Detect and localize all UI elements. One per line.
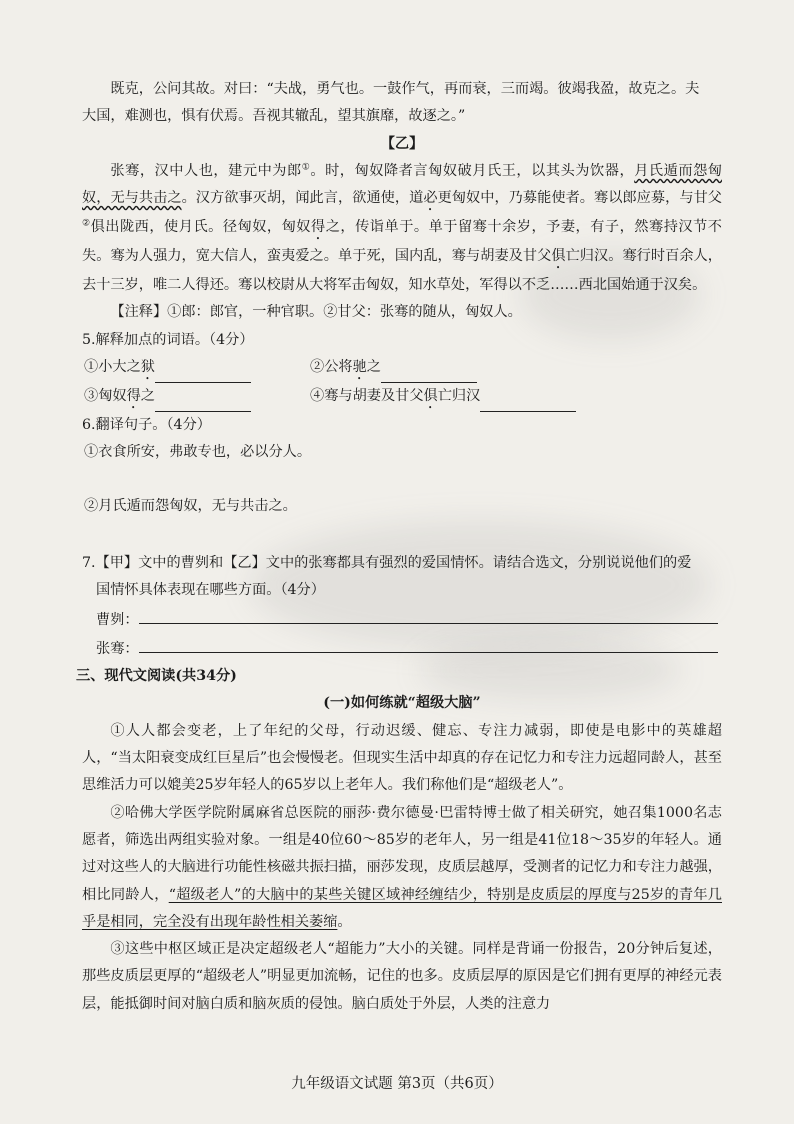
- article-text: ②哈佛大学医学院附属麻省总医院的丽莎·费尔德曼·巴雷特博士做了相关研究，她召集1000名志愿者，筛选出两组实验对象。一组是40位60～85岁的老年人，另一组是41位18～35岁的年轻人。通过对这些人的大脑进行功能性核磁共振扫描，丽莎发现，皮质层越厚，受测者的记忆力和专注力越强，相比同龄人，: [82, 804, 722, 903]
- q5-item-1: [84, 354, 310, 383]
- q7-answer-line-zhang[interactable]: [139, 634, 718, 653]
- q7-answer-line-cao[interactable]: [139, 605, 718, 624]
- q6-sentence-1: ①衣食所安，弗敢专也，必以分人。: [84, 444, 312, 461]
- q5-answer-blank-2[interactable]: [381, 366, 477, 383]
- dotted-word: 俱: [423, 388, 438, 405]
- yi-heading: 【乙】: [380, 135, 424, 152]
- page-content: [76, 76, 722, 1018]
- q6-title: 6.翻译句子。（4分）: [82, 417, 211, 434]
- jia-text-line-1: 既克，公问其故。对曰：“夫战，勇气也。一鼓作气，再而衰，三而竭。彼竭我盈，故克之。夫: [110, 81, 700, 97]
- article-paragraph-2: [82, 800, 722, 936]
- q7-question-line-2: 国情怀具体表现在哪些方面。（4分）: [96, 582, 325, 599]
- yi-text: 更匈奴中，乃募能使者。骞以郎应募，与甘父: [437, 190, 722, 207]
- q5-item-4: [310, 383, 600, 412]
- q7-question-line-1: 7.【甲】文中的曹刿和【乙】文中的张骞都具有强烈的爱国情怀。请结合选文，分别说说他们的爱: [82, 554, 692, 571]
- q6-sentence-2: ②月氏遁而怨匈奴，无与共击之。: [84, 497, 297, 514]
- q5-item-text: 亡归汉: [437, 388, 481, 405]
- q5-item-text: ③匈奴: [84, 388, 127, 405]
- jia-text-line-2: 大国，难测也，惧有伏焉。吾视其辙乱，望其旗靡，故逐之。”: [82, 108, 466, 125]
- dotted-word: 俱: [551, 248, 566, 265]
- note-marker-1: ①: [301, 162, 311, 173]
- dotted-word: 得: [126, 388, 141, 405]
- yi-text: 。时，匈奴降者言匈奴破月氏王，以其头为饮器，: [310, 162, 635, 179]
- q5-item-text: ①小大之: [84, 359, 141, 376]
- yi-passage: [82, 158, 722, 300]
- q5-item-text: 之: [140, 388, 155, 405]
- yi-text: 张骞，汉中人也，建元中为郎: [110, 162, 302, 179]
- dotted-word: 必: [423, 190, 438, 207]
- q5-items: [82, 354, 722, 412]
- yi-annotation: 【注释】①郎：郎官，一种官职。②甘父：张骞的随从，匈奴人。: [110, 304, 522, 321]
- q5-title: 5.解释加点的词语。（4分）: [82, 331, 254, 348]
- q7-answer-cao: [82, 605, 722, 634]
- section-3-title: 三、现代文阅读(共34分): [76, 668, 237, 685]
- q5-item-3: [84, 383, 310, 412]
- article-title: (一)如何练就“超级大脑”: [323, 695, 481, 712]
- q5-answer-blank-4[interactable]: [480, 395, 576, 412]
- dotted-word: 狱: [140, 359, 155, 376]
- yi-text: 俱出陇西，使月氏。径匈奴，匈奴: [90, 219, 312, 236]
- q7-label-zhang: 张骞：: [96, 640, 139, 657]
- article-text: 。: [337, 913, 352, 930]
- yi-text: 之，传诣单于。单于留骞十余岁，予妻，有子，然骞持汉节不失。骞为人强力，宽大信人，蛮夷爱之。单于死，国内乱，骞与胡妻及甘父: [82, 219, 722, 265]
- article-underlined-sentence: “超级老人”的大脑中的某些关键区域神经缠结少，特别是皮质层的厚度与25岁的青年几乎是相同，完全没有出现年龄性相关萎缩: [82, 886, 722, 930]
- q7-answer-zhang: [82, 634, 722, 663]
- yi-text: 。汉方欲事灭胡，闻此言，欲通使，道: [181, 190, 424, 207]
- dotted-word: 驰: [352, 359, 367, 376]
- q6-answer-space-2[interactable]: [82, 520, 722, 550]
- q5-item-text: ②公将: [310, 359, 353, 376]
- note-marker-2: ②: [82, 218, 91, 229]
- article-paragraph-3: ③这些中枢区域正是决定超级老人“超能力”大小的关键。同样是背诵一份报告，20分钟后复述，那些皮质层更厚的“超级老人”明显更加流畅，记住的也多。皮质层厚的原因是它们拥有更厚的神经元表层，能抵御时间对脑白质和脑灰质的侵蚀。脑白质处于外层，人类的注意力: [82, 941, 722, 1012]
- q6-answer-space-1[interactable]: [82, 467, 722, 493]
- q5-answer-blank-3[interactable]: [155, 395, 251, 412]
- page-footer: 九年级语文试题 第3页（共6页）: [291, 1076, 503, 1092]
- q5-answer-blank-1[interactable]: [155, 366, 251, 383]
- q5-item-text: 之: [366, 359, 381, 376]
- yi-text: 亡归汉。骞行时百余人，去十三岁，唯二人得还。骞以校尉从大将军击匈奴，知水草处，军得以不乏……西北国始通于汉矣。: [82, 248, 722, 294]
- article-paragraph-1: ①人人都会变老，上了年纪的父母，行动迟缓、健忘、专注力减弱，即使是电影中的英雄超人，“当太阳衰变成红巨星后”也会慢慢老。但现实生活中却真的存在记忆力和专注力远超同龄人，甚至思维活力可以媲美25岁年轻人的65岁以上老年人。我们称他们是“超级老人”。: [82, 722, 722, 794]
- dotted-word: 得: [311, 219, 326, 236]
- q5-item-text: ④骞与胡妻及甘父: [310, 388, 424, 405]
- q7-label-cao: 曹刿：: [96, 611, 139, 628]
- q5-item-2: [310, 354, 600, 383]
- yi-underlined-sentence: 月氏遁而怨匈奴，无与共击之: [82, 162, 722, 207]
